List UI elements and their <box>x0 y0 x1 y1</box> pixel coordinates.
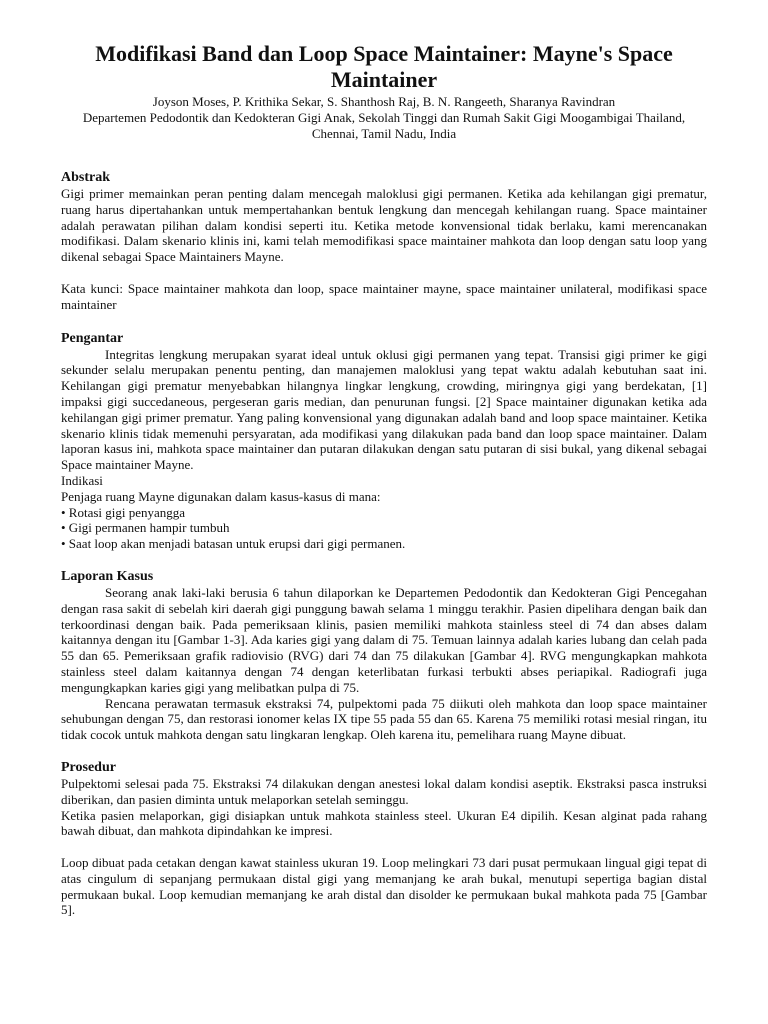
procedure-paragraph-1: Pulpektomi selesai pada 75. Ekstraksi 74 dilakukan dengan anestesi lokal dalam kondisi aseptik. Ekstraksi pasca instruksi diberikan, dan pasien diminta untuk melaporkan setelah seminggu. <box>61 775 707 807</box>
paper-title: Modifikasi Band dan Loop Space Maintainer: Mayne's Space Maintainer <box>95 41 673 92</box>
introduction-body: Integritas lengkung merupakan syarat ideal untuk oklusi gigi permanen yang tepat. Transisi gigi primer ke gigi sekunder selalu merupakan penentu penting, dan manajemen maloklusi yang tepat waktu adalah kebutuhan saat ini. Kehilangan gigi prematur menyebabkan hilangnya lingkar lengkung, crowding, miringnya gigi yang berdekatan, [1] impaksi gigi succedaneous, pergeseran garis median, dan penurunan fungsi. [2] Space maintainer digunakan ketika ada kehilangan gigi primer prematur. Yang paling konvensional yang digunakan adalah band and loop space maintainer. Ketika skenario klinis tidak memenuhi persyaratan, ada modifikasi yang dilakukan pada band dan loop space maintainer. Dalam laporan kasus ini, mahkota space maintainer dan putaran dilakukan dengan satu putaran di sisi bukal, yang dikenal sebagai Space maintainer Mayne. <box>61 346 707 473</box>
indication-label: Indikasi <box>61 472 103 488</box>
keywords: Kata kunci: Space maintainer mahkota dan loop, space maintainer mayne, space maintainer unilateral, modifikasi space maintainer <box>61 280 707 312</box>
case-report-paragraph-1: Seorang anak laki-laki berusia 6 tahun dilaporkan ke Departemen Pedodontik dan Kedokteran Gigi Pencegahan dengan rasa sakit di sebelah kiri daerah gigi punggung bawah selama 1 minggu terakhir. Pasien dipelihara dengan baik dan terkoordinasi dengan baik. Pada pemeriksaan klinis, pasien memiliki mahkota stainless steel di 74 dan abses dalam kaitannya dengan itu [Gambar 1-3]. Ada karies gigi yang dalam di 75. Temuan lainnya adalah karies lubang dan celah pada 55 dan 65. Pemeriksaan grafik radiovisio (RVG) dari 74 dan 75 dilakukan [Gambar 4]. RVG mengungkapkan mahkota stainless steel dalam kaitannya dengan 74 dengan keterlibatan furkasi terbukti abses periapikal. Radiografi juga mengungkapkan karies gigi yang melibatkan pulpa di 75. <box>61 584 707 695</box>
procedure-heading: Prosedur <box>61 759 116 775</box>
author-list: Joyson Moses, P. Krithika Sekar, S. Shanthosh Raj, B. N. Rangeeth, Sharanya Ravindran <box>152 94 616 109</box>
indication-intro: Penjaga ruang Mayne digunakan dalam kasus-kasus di mana: <box>61 488 381 504</box>
case-report-section <box>61 568 707 743</box>
affiliation: Departemen Pedodontik dan Kedokteran Gigi Anak, Sekolah Tinggi dan Rumah Sakit Gigi Moogambigai Thailand, Chennai, Tamil Nadu, India <box>82 110 686 141</box>
indication-bullet: • Rotasi gigi penyangga <box>61 504 186 520</box>
procedure-paragraph-3: Loop dibuat pada cetakan dengan kawat stainless ukuran 19. Loop melingkari 73 dari pusat permukaan lingual gigi tepat di atas cingulum di sepanjang permukaan distal gigi yang memanjang ke arah bukal, menutupi sepertiga bagian distal permukaan bukal. Loop kemudian memanjang ke arah distal dan disolder ke permukaan bukal mahkota pada 75 [Gambar 5]. <box>61 855 707 918</box>
abstract-section <box>61 169 707 313</box>
abstract-heading: Abstrak <box>61 170 111 185</box>
document-page <box>61 41 707 918</box>
procedure-section <box>61 759 707 918</box>
case-report-heading: Laporan Kasus <box>61 568 154 584</box>
case-report-paragraph-2: Rencana perawatan termasuk ekstraksi 74, pulpektomi pada 75 diikuti oleh mahkota dan loop space maintainer sehubungan dengan 75, dan restorasi ionomer kelas IX tipe 55 pada 55 dan 65. Karena 75 memiliki rotasi mesial ringan, itu tidak cocok untuk mahkota dengan satu lingkaran lengkap. Oleh karena itu, pemelihara ruang Mayne dibuat. <box>61 695 707 743</box>
introduction-section <box>61 330 707 552</box>
indication-bullet: • Gigi permanen hampir tumbuh <box>61 520 230 536</box>
introduction-heading: Pengantar <box>61 330 124 346</box>
procedure-paragraph-2: Ketika pasien melaporkan, gigi disiapkan untuk mahkota stainless steel. Ukuran E4 dipilih. Kesan alginat pada rahang bawah dibuat, dan mahkota dipindahkan ke impresi. <box>61 807 707 839</box>
indication-bullet: • Saat loop akan menjadi batasan untuk erupsi dari gigi permanen. <box>61 536 406 552</box>
abstract-body: Gigi primer memainkan peran penting dalam mencegah maloklusi gigi permanen. Ketika ada kehilangan gigi prematur, ruang harus dipertahankan untuk mempertahankan bentuk lengkung dan mencegah kehilangan ruang. Space maintainer adalah perawatan pilihan dalam kondisi seperti itu. Ketika metode konvensional tidak berlaku, kami merencanakan modifikasi. Dalam skenario klinis ini, kami telah memodifikasi space maintainer mahkota dan loop dengan satu loop yang dikenal sebagai Space Maintainers Mayne. <box>61 186 707 265</box>
